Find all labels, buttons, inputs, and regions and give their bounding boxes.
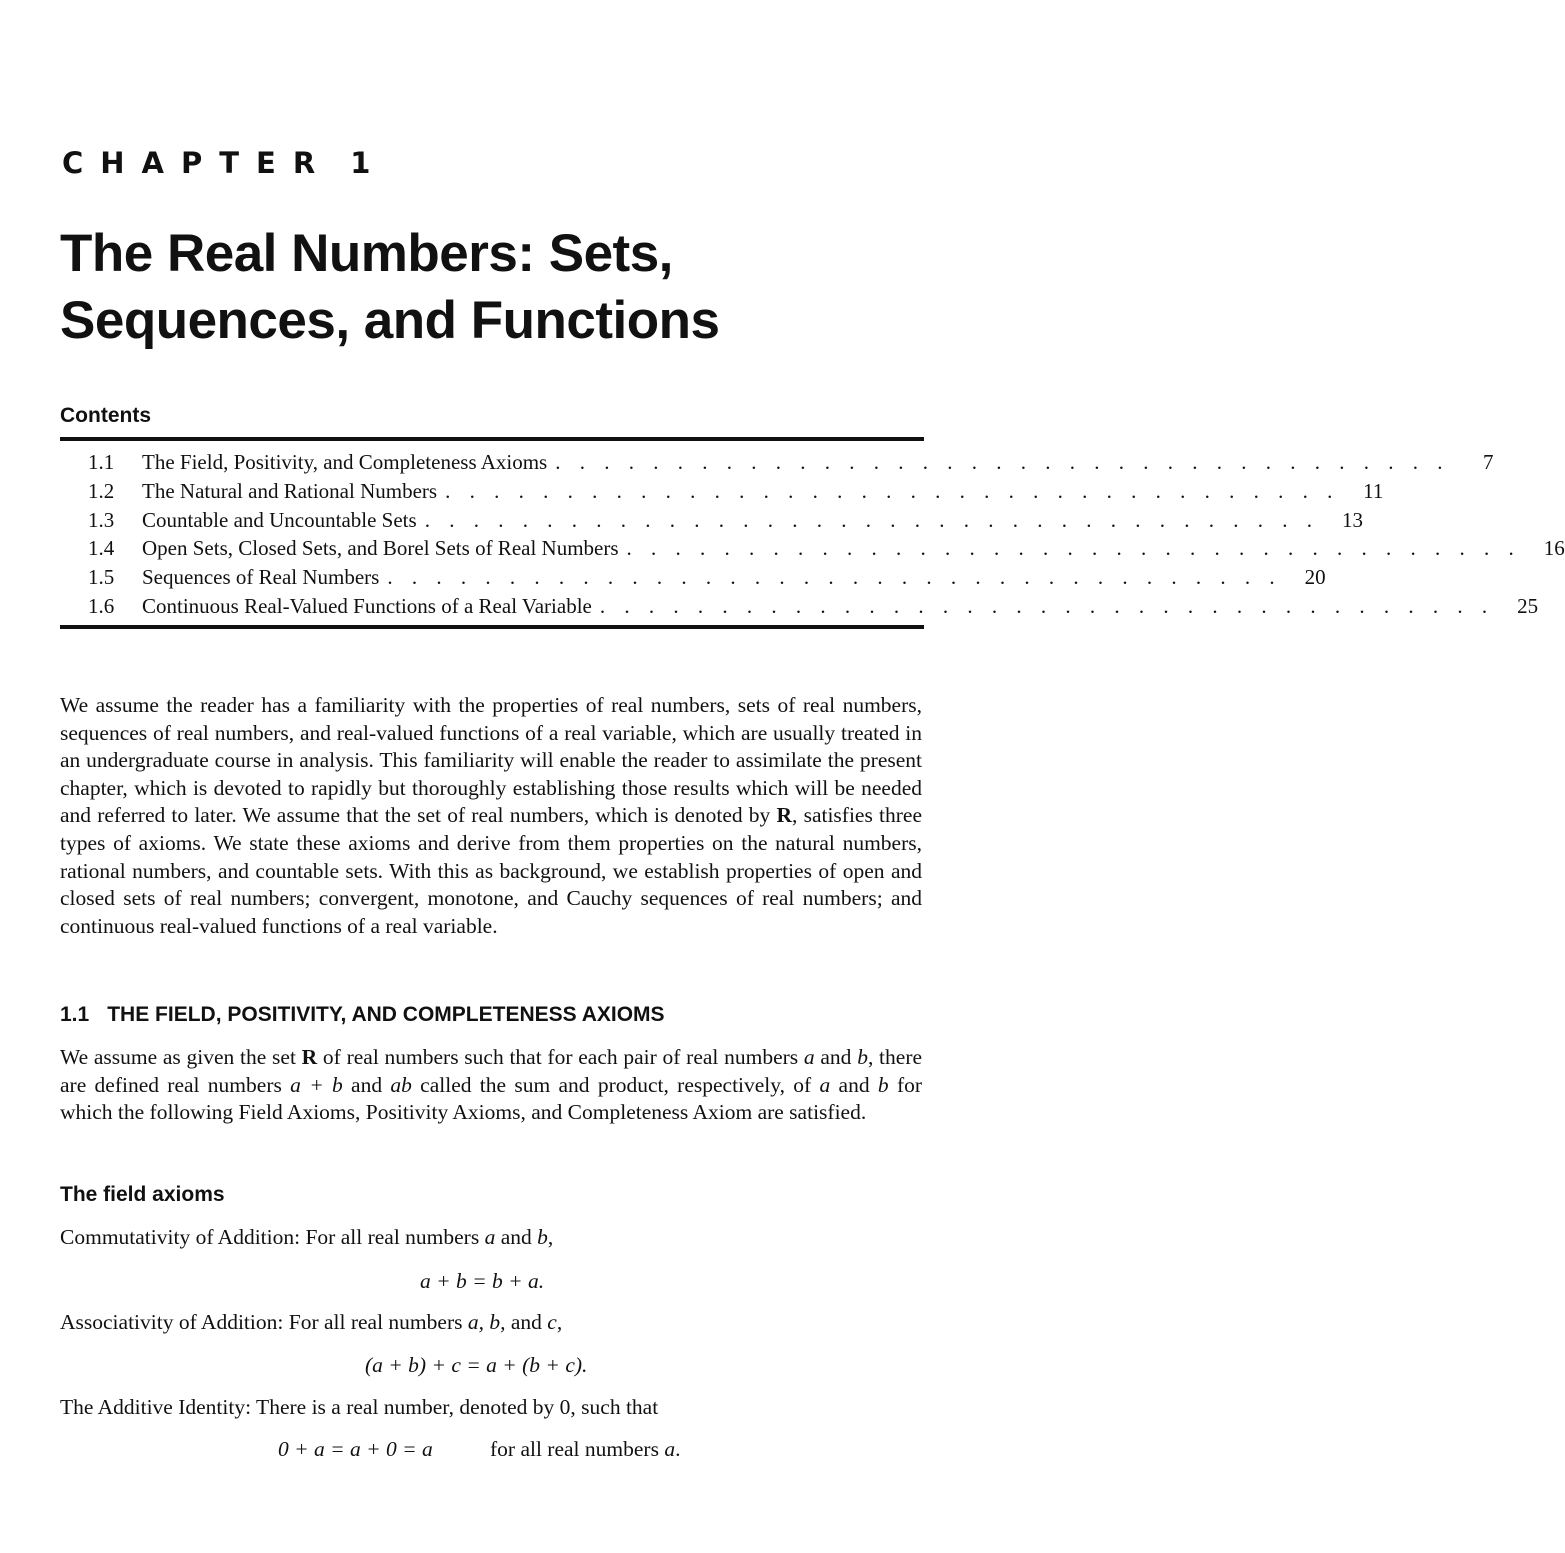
toc-entry[interactable] xyxy=(60,507,1363,537)
toc-entry-page: 13 xyxy=(1341,507,1363,532)
toc-entry-title: The Natural and Rational Numbers xyxy=(142,478,438,503)
toc-entry-number: 1.6 xyxy=(88,593,115,618)
contents-top-rule xyxy=(60,437,924,441)
intro-paragraph xyxy=(60,692,922,940)
section-title: THE FIELD, POSITIVITY, AND COMPLETENESS AXIOMS xyxy=(107,1003,665,1026)
equation-additive-identity: 0 + a = a + 0 = a xyxy=(278,1437,433,1461)
dot-leader: . . . . . . . . . . . . . . . . . . . . . . . . . . . . . . . . . . . . . xyxy=(424,507,1319,532)
contents-bottom-rule xyxy=(60,625,924,629)
axiom-text: Associativity of Addition: For all real numbers xyxy=(60,1310,468,1334)
toc-entry-number: 1.4 xyxy=(88,536,115,561)
math-var: b xyxy=(537,1225,548,1249)
chapter-title-line-2: Sequences, and Functions xyxy=(60,291,720,350)
toc-entry-title-wrap xyxy=(142,594,1494,619)
toc-entry-title-wrap xyxy=(142,479,1339,504)
toc-entry-title-wrap xyxy=(142,450,1449,475)
dot-leader: . . . . . . . . . . . . . . . . . . . . . . . . . . . . . . . . . . . . . xyxy=(387,565,1282,590)
toc-entry-title: Open Sets, Closed Sets, and Borel Sets of Real Numbers xyxy=(142,536,619,561)
axiom-additive-identity: The Additive Identity: There is a real number, denoted by 0, such that xyxy=(60,1395,659,1419)
toc-entry-title: Countable and Uncountable Sets xyxy=(142,507,417,532)
axiom-text: and xyxy=(505,1310,548,1334)
reals-symbol: R xyxy=(301,1045,318,1069)
chapter-label xyxy=(62,146,387,180)
math-var: b xyxy=(857,1045,868,1069)
chapter-number: 1 xyxy=(350,146,388,180)
toc-entry[interactable] xyxy=(60,593,1539,623)
text-span: and xyxy=(830,1072,878,1097)
intro-text-1: We assume the reader has a familiarity with the properties of real numbers, sets of real numbers, sequences of real numbers, and real-valued functions of a real variable, which are usually treated in an undergraduate course in analysis. This familiarity will enable the reader to assimilate the present chapter, which is devoted to rapidly but thoroughly establishing those results which will be needed and referred to later. We assume that the set of real numbers, which is denoted by xyxy=(60,693,922,828)
toc-entry-page: 16 xyxy=(1543,536,1565,561)
axiom-text: for all real numbers xyxy=(490,1437,665,1461)
contents-heading: Contents xyxy=(60,404,151,427)
equation-commutativity: a + b = b + a. xyxy=(420,1269,545,1293)
axiom-commutativity-addition xyxy=(60,1225,553,1250)
math-var: c xyxy=(547,1310,557,1334)
text-span: for which the following Field Axioms, Positivity Axioms, and Completeness Axiom are satisfied. xyxy=(60,1072,923,1125)
math-var: a xyxy=(803,1045,815,1069)
toc-entry-title-wrap xyxy=(142,508,1319,533)
axiom-text: Commutativity of Addition: For all real numbers xyxy=(60,1225,485,1249)
dot-leader: . . . . . . . . . . . . . . . . . . . . . . . . . . . . . . . . . . . . . xyxy=(626,536,1521,561)
equation-associativity: (a + b) + c = a + (b + c). xyxy=(365,1353,588,1377)
table-of-contents xyxy=(60,450,1565,623)
math-var: a xyxy=(664,1437,676,1461)
math-var: a xyxy=(819,1072,831,1097)
section-heading xyxy=(60,1003,665,1027)
chapter-title-line-1: The Real Numbers: Sets, xyxy=(60,224,673,283)
toc-entry-title: Continuous Real-Valued Functions of a Real Variable xyxy=(142,593,592,618)
toc-entry-number: 1.2 xyxy=(88,478,115,503)
toc-entry-page: 7 xyxy=(1482,450,1494,474)
text-span: called the sum and product, respectively, of xyxy=(411,1072,820,1097)
math-var: b xyxy=(877,1072,889,1097)
text-span: of real numbers such that for each pair of real numbers xyxy=(317,1045,804,1069)
toc-entry-page: 20 xyxy=(1304,565,1326,590)
section-paragraph xyxy=(60,1044,922,1127)
text-span: and xyxy=(814,1045,858,1069)
toc-entry-title: The Field, Positivity, and Completeness Axioms xyxy=(142,450,548,474)
toc-entry[interactable] xyxy=(60,565,1326,594)
intro-text-2: , satisfies three types of axioms. We state these axioms and derive from them properties on the natural numbers, rational numbers, and countable sets. With this as background, we establish properties of open and closed sets of real numbers; convergent, monotone, and Cauchy sequences of real numbers; and continuous real-valued functions of a real variable. xyxy=(60,803,922,938)
toc-entry-page: 11 xyxy=(1363,478,1384,503)
toc-entry-number: 1.3 xyxy=(88,507,115,532)
axiom-text: and xyxy=(495,1225,538,1249)
text-span: and xyxy=(342,1072,391,1097)
text-span: , there are defined real numbers xyxy=(60,1045,923,1097)
text-span: We assume as given the set xyxy=(60,1045,302,1069)
axiom-associativity-addition xyxy=(60,1310,562,1335)
math-var: a, b, xyxy=(467,1310,506,1334)
toc-entry-title-wrap xyxy=(142,565,1282,590)
toc-entry-number: 1.5 xyxy=(88,565,115,590)
dot-leader: . . . . . . . . . . . . . . . . . . . . . . . . . . . . . . . . . . . . . xyxy=(445,478,1340,503)
toc-entry-title: Sequences of Real Numbers xyxy=(142,565,380,590)
math-var: a xyxy=(484,1225,496,1249)
dot-leader: . . . . . . . . . . . . . . . . . . . . . . . . . . . . . . . . . . . . . xyxy=(599,593,1495,618)
toc-entry-number: 1.1 xyxy=(88,450,115,474)
section-number: 1.1 xyxy=(60,1003,90,1026)
chapter-title xyxy=(60,220,960,354)
dot-leader: . . . . . . . . . . . . . . . . . . . . . . . . . . . . . . . . . . . . . xyxy=(555,450,1450,474)
toc-entry-page: 25 xyxy=(1517,593,1539,618)
toc-entry[interactable] xyxy=(60,536,1565,565)
subsection-heading: The field axioms xyxy=(60,1183,225,1206)
axiom-text: , xyxy=(556,1310,563,1334)
toc-entry[interactable] xyxy=(60,478,1384,508)
chapter-label-text: CHAPTER xyxy=(62,146,333,180)
toc-entry-title-wrap xyxy=(142,536,1521,561)
reals-symbol: R xyxy=(776,803,793,828)
axiom-text: , xyxy=(547,1225,554,1249)
additive-identity-qualifier xyxy=(490,1437,680,1462)
math-expr: a + b xyxy=(290,1072,343,1097)
axiom-text: . xyxy=(675,1437,681,1461)
toc-entry[interactable] xyxy=(60,450,1494,479)
math-expr: ab xyxy=(390,1072,412,1097)
